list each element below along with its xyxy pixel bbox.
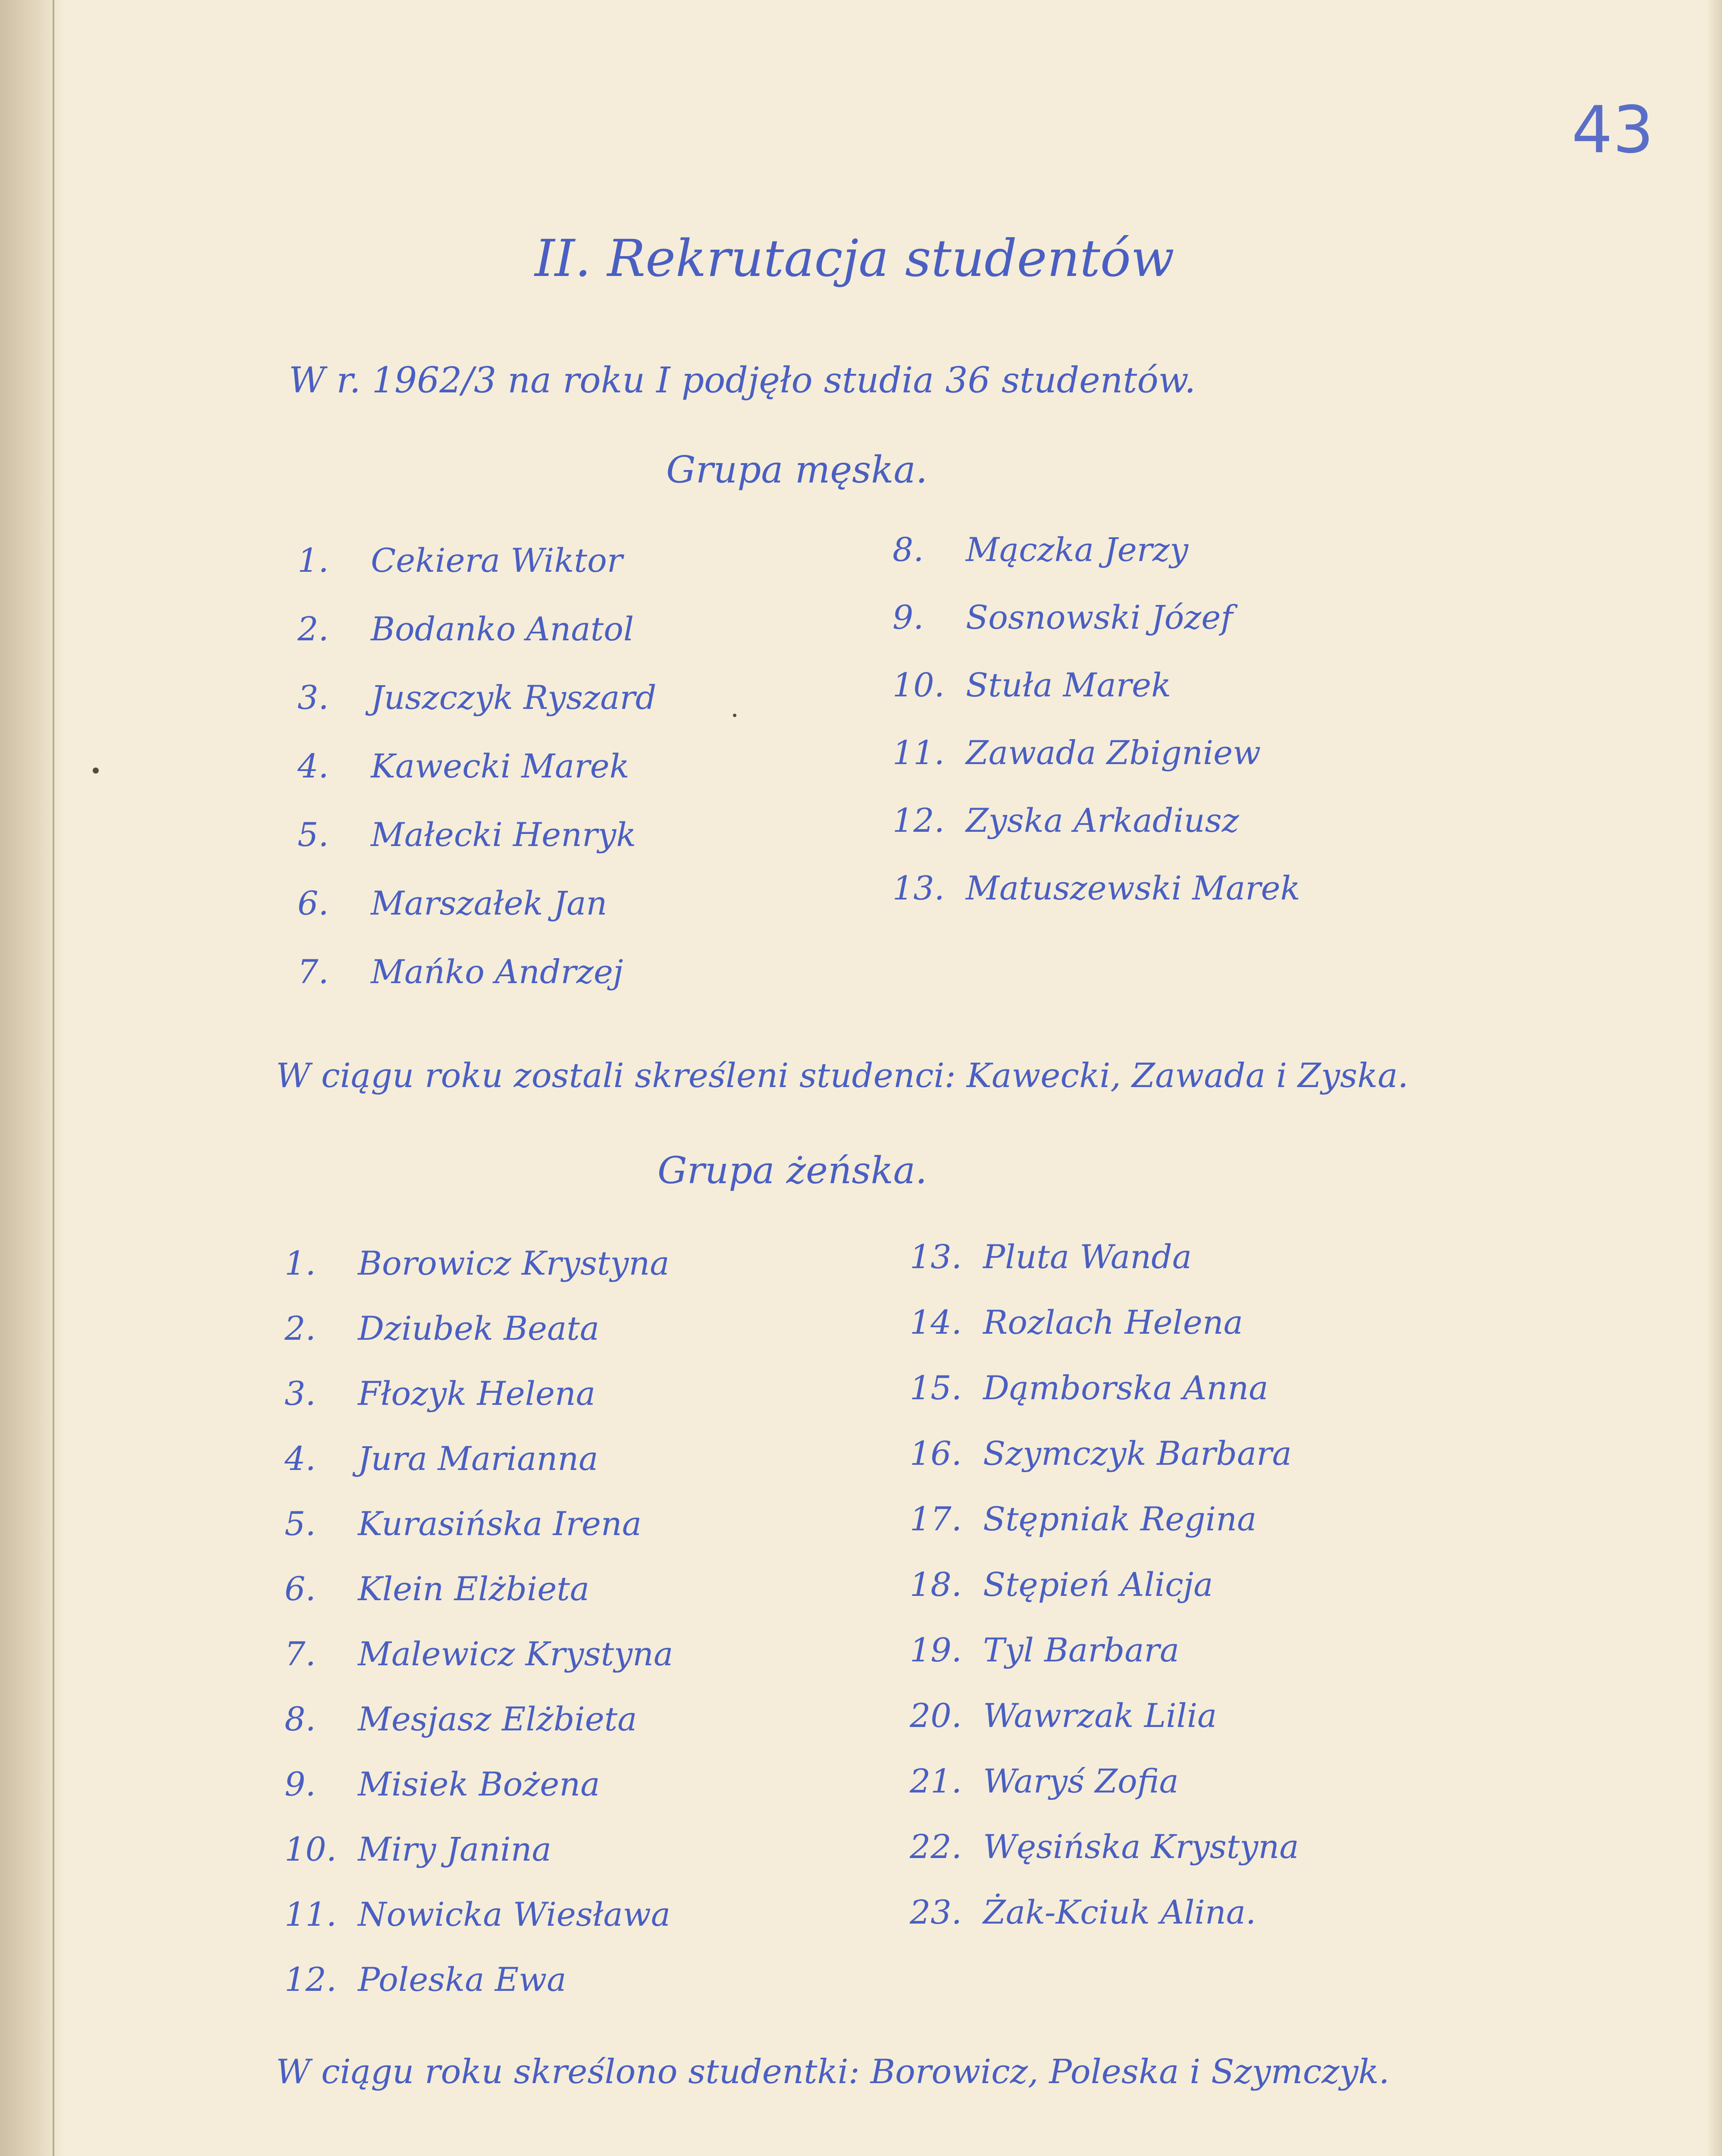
student-name: Mesjasz Elżbieta (358, 1700, 637, 1738)
student-row (910, 1369, 1268, 1407)
student-number: 14. (910, 1303, 962, 1341)
male-group-heading: Grupa męska. (666, 448, 928, 492)
student-number: 5. (297, 815, 329, 854)
student-row (892, 801, 1239, 840)
student-name: Małecki Henryk (371, 815, 636, 854)
student-row (285, 1374, 595, 1413)
student-number: 23. (910, 1893, 962, 1931)
page-right-edge (1706, 0, 1722, 2156)
student-name: Marszałek Jan (371, 884, 607, 922)
student-row (285, 1700, 637, 1738)
student-name: Mączka Jerzy (966, 530, 1189, 569)
student-number: 10. (285, 1830, 337, 1868)
student-number: 13. (910, 1238, 962, 1276)
student-row (910, 1827, 1299, 1866)
student-row (285, 1635, 673, 1673)
student-name: Cekiera Wiktor (371, 541, 623, 580)
student-row (285, 1504, 642, 1543)
student-name: Malewicz Krystyna (358, 1635, 673, 1673)
student-row (297, 610, 634, 648)
student-name: Stuła Marek (966, 666, 1171, 704)
student-row (285, 1439, 598, 1478)
student-name: Poleska Ewa (358, 1960, 567, 1999)
female-group-heading: Grupa żeńska. (657, 1149, 927, 1192)
page-number: 43 (1572, 93, 1654, 168)
student-name: Dąmborska Anna (983, 1369, 1268, 1407)
student-name: Rozlach Helena (983, 1303, 1243, 1341)
student-number: 5. (285, 1504, 316, 1543)
student-row (910, 1303, 1243, 1341)
student-row (892, 530, 1188, 569)
student-number: 4. (285, 1439, 316, 1478)
student-name: Juszczyk Ryszard (371, 678, 657, 717)
student-number: 21. (910, 1762, 962, 1800)
student-number: 1. (297, 541, 329, 580)
paper-speck (93, 768, 99, 774)
student-name: Szymczyk Barbara (983, 1434, 1292, 1473)
student-name: Nowicka Wiesława (358, 1895, 671, 1934)
student-row (285, 1960, 566, 1999)
binding-fold-line (53, 0, 54, 2156)
female-removed-note: W ciągu roku skreślono studentki: Borowicz, Poleska i Szymczyk. (276, 2053, 1390, 2091)
student-number: 15. (910, 1369, 962, 1407)
student-name: Borowicz Krystyna (358, 1244, 670, 1282)
student-number: 7. (297, 953, 329, 991)
student-number: 1. (285, 1244, 316, 1282)
student-number: 17. (910, 1500, 962, 1538)
student-row (910, 1565, 1213, 1604)
paper-speck (733, 714, 736, 717)
student-row (910, 1238, 1192, 1276)
student-name: Wawrzak Lilia (983, 1696, 1217, 1735)
student-row (285, 1895, 670, 1934)
student-name: Zawada Zbigniew (966, 733, 1261, 772)
student-name: Kurasińska Irena (358, 1504, 642, 1543)
student-row (285, 1244, 670, 1282)
student-name: Fłozyk Helena (358, 1374, 596, 1413)
male-removed-note: W ciągu roku zostali skreśleni studenci: Kawecki, Zawada i Zyska. (276, 1056, 1409, 1095)
student-name: Klein Elżbieta (358, 1570, 590, 1608)
student-row (285, 1309, 599, 1348)
student-number: 13. (892, 869, 945, 907)
student-number: 9. (285, 1765, 316, 1803)
student-row (910, 1631, 1179, 1669)
student-name: Stępień Alicja (983, 1565, 1213, 1604)
section-title: II. Rekrutacja studentów (535, 229, 1174, 288)
student-row (910, 1696, 1217, 1735)
student-number: 3. (285, 1374, 316, 1413)
student-number: 11. (892, 733, 945, 772)
student-name: Matuszewski Marek (966, 869, 1300, 907)
student-name: Tyl Barbara (983, 1631, 1180, 1669)
student-number: 2. (285, 1309, 316, 1348)
student-number: 12. (285, 1960, 337, 1999)
student-number: 20. (910, 1696, 962, 1735)
student-row (910, 1434, 1292, 1473)
student-number: 12. (892, 801, 945, 840)
intro-sentence: W r. 1962/3 na roku I podjęło studia 36 studentów. (289, 360, 1196, 401)
student-row (285, 1765, 600, 1803)
student-number: 8. (285, 1700, 316, 1738)
student-name: Węsińska Krystyna (983, 1827, 1299, 1866)
page-binding (0, 0, 65, 2156)
student-row (892, 598, 1233, 636)
student-row (297, 747, 629, 785)
student-row (297, 678, 656, 717)
student-number: 7. (285, 1635, 316, 1673)
student-row (910, 1762, 1179, 1800)
student-name: Kawecki Marek (371, 747, 629, 785)
student-number: 6. (297, 884, 329, 922)
student-name: Sosnowski Józef (966, 598, 1233, 636)
student-number: 18. (910, 1565, 962, 1604)
student-number: 10. (892, 666, 945, 704)
student-row (297, 884, 607, 922)
student-number: 4. (297, 747, 329, 785)
student-row (285, 1570, 589, 1608)
student-name: Misiek Bożena (358, 1765, 600, 1803)
student-number: 16. (910, 1434, 962, 1473)
student-row (892, 666, 1171, 704)
student-name: Waryś Zofia (983, 1762, 1179, 1800)
student-number: 6. (285, 1570, 316, 1608)
student-row (892, 733, 1261, 772)
student-number: 9. (892, 598, 924, 636)
student-number: 19. (910, 1631, 962, 1669)
student-number: 11. (285, 1895, 337, 1934)
student-name: Zyska Arkadiusz (966, 801, 1239, 840)
student-name: Jura Marianna (358, 1439, 598, 1478)
student-row (285, 1830, 551, 1868)
student-name: Bodanko Anatol (371, 610, 634, 648)
student-number: 2. (297, 610, 329, 648)
student-row (910, 1893, 1256, 1931)
student-row (910, 1500, 1256, 1538)
student-name: Miry Janina (358, 1830, 551, 1868)
student-number: 3. (297, 678, 329, 717)
student-name: Mańko Andrzej (371, 953, 623, 991)
student-name: Dziubek Beata (358, 1309, 600, 1348)
student-name: Żak-Kciuk Alina. (983, 1893, 1256, 1931)
student-row (297, 815, 636, 854)
student-row (297, 953, 623, 991)
student-name: Stępniak Regina (983, 1500, 1257, 1538)
student-number: 8. (892, 530, 924, 569)
student-name: Pluta Wanda (983, 1238, 1192, 1276)
student-row (297, 541, 623, 580)
student-number: 22. (910, 1827, 962, 1866)
student-row (892, 869, 1300, 907)
